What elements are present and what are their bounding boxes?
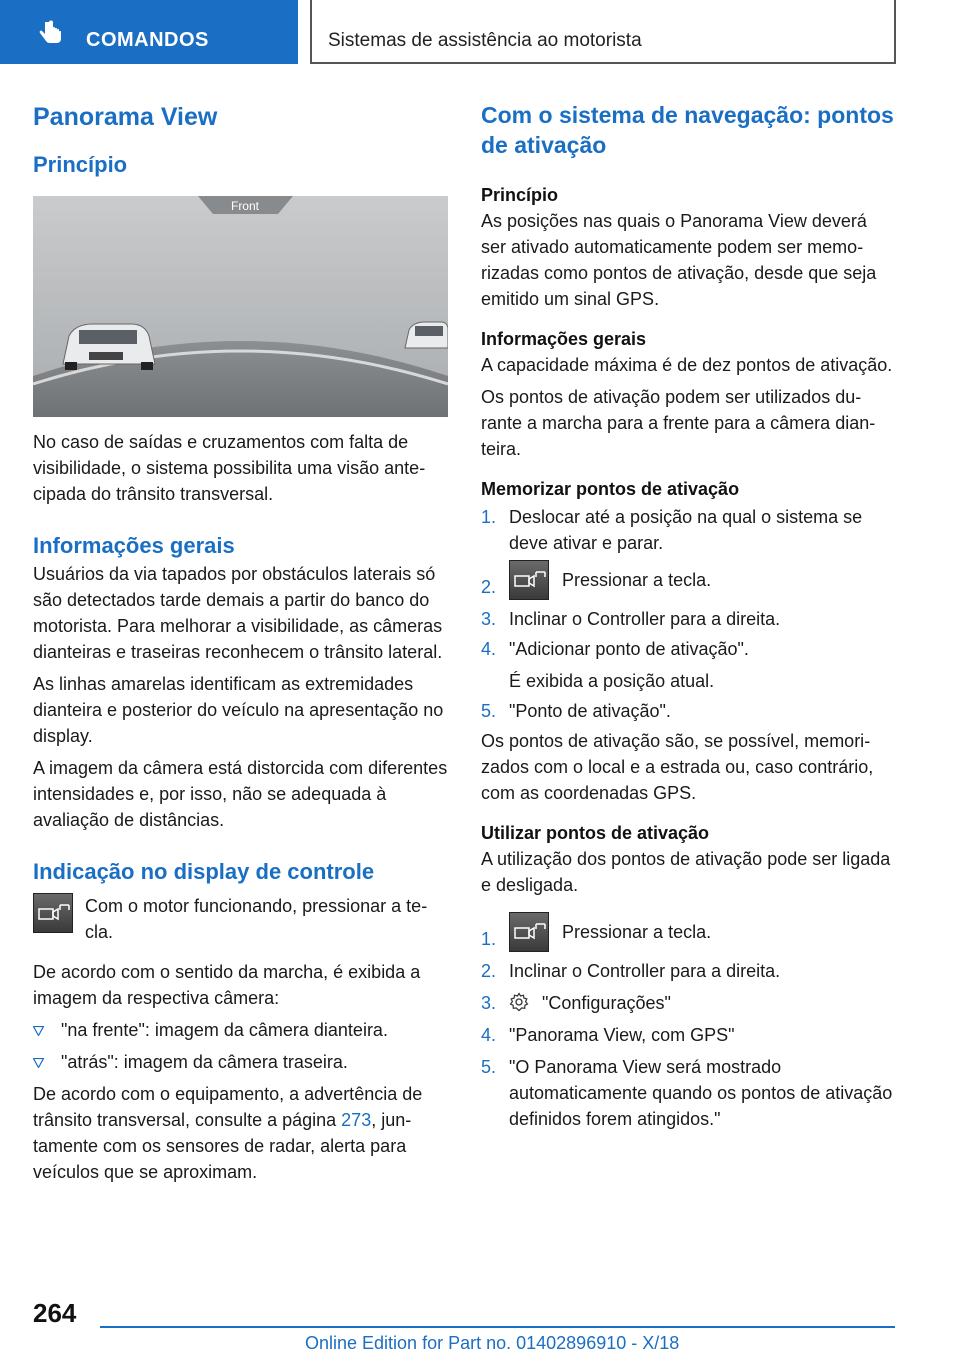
list-item: [33, 1049, 448, 1075]
list-item: [481, 636, 895, 694]
use-heading: Utilizar pontos de ativação: [481, 823, 710, 843]
step-number: 5.: [481, 1057, 497, 1077]
page-header: [0, 0, 960, 66]
nav-principle-heading: Princípio: [481, 185, 559, 205]
list-item: [481, 1022, 895, 1048]
camera-bullet-list: [33, 1017, 448, 1075]
display-text: Com o motor funcionando, pressionar a tecla.: [85, 896, 428, 942]
general-paragraph-2: As linhas amarelas identificam as extremidades dianteira e posterior do veículo na apresentação no display.: [33, 674, 444, 746]
step-number: 1.: [481, 507, 497, 527]
equipment-text-end: , juntamente com os sensores de radar, alerta para veículos que se aproximam.: [33, 1110, 412, 1182]
memorize-steps: [481, 504, 895, 724]
triangle-bullet-icon: [33, 1058, 44, 1068]
hand-pointer-icon: [36, 18, 66, 48]
step-text: "O Panorama View será mostrado automaticamente quando os pontos de ativação definidos forem atingidos.": [509, 1057, 893, 1129]
page-reference-link[interactable]: 273: [341, 1110, 372, 1130]
list-item: [481, 990, 895, 1016]
equipment-text: [33, 1081, 448, 1185]
front-label: Front: [230, 199, 260, 213]
use-steps: [481, 912, 895, 1132]
edition-text: Online Edition for Part no. 01402896910 - X/18: [305, 1333, 680, 1353]
list-item: [33, 1017, 448, 1043]
step-number: 2.: [481, 577, 497, 597]
step-text: "Ponto de ativação".: [509, 701, 671, 721]
principle-heading: Princípio: [33, 152, 128, 177]
direction-text: De acordo com o sentido da marcha, é exibida a imagem da respectiva câmera:: [33, 962, 421, 1008]
list-item: [481, 958, 895, 984]
nav-general-paragraph-2: Os pontos de ativação podem ser utilizados durante a marcha para a frente para a câmera dianteira.: [481, 387, 876, 459]
step-text: Deslocar até a posição na qual o sistema se deve ativar e parar.: [509, 507, 863, 553]
step-text: Inclinar o Controller para a direita.: [509, 609, 781, 629]
right-column: [481, 100, 895, 1132]
step-text: Inclinar o Controller para a direita.: [509, 961, 781, 981]
step-number: 3.: [481, 993, 497, 1013]
bullet-text: "na frente": imagem da câmera dianteira.: [61, 1020, 388, 1040]
left-car-figure: [63, 324, 155, 370]
step-text: Pressionar a tecla.: [562, 922, 712, 942]
navigation-heading: Com o sistema de navegação: pontos de ativação: [481, 102, 894, 158]
triangle-bullet-icon: [33, 1026, 44, 1036]
nav-general-heading: Informações gerais: [481, 329, 647, 349]
footer-divider: [100, 1326, 895, 1328]
use-text: A utilização dos pontos de ativação pode ser ligada e desligada.: [481, 849, 891, 895]
list-item: [481, 606, 895, 632]
nav-general-paragraph-1: A capacidade máxima é de dez pontos de ativação.: [481, 355, 893, 375]
principle-text: No caso de saídas e cruzamentos com falta de visibilidade, o sistema possibilita uma visão antecipada do trânsito transversal.: [33, 432, 426, 504]
step-number: 4.: [481, 639, 497, 659]
page-number: 264: [33, 1298, 77, 1328]
right-car-figure: [405, 322, 448, 348]
step-number: 1.: [481, 929, 497, 949]
camera-button-icon: [33, 893, 73, 933]
list-item: [481, 698, 895, 724]
panorama-camera-image: [33, 196, 448, 417]
gear-icon: [509, 992, 529, 1012]
list-item: [481, 560, 895, 602]
camera-button-icon: [509, 560, 549, 600]
list-item: [481, 504, 895, 556]
bullet-text: "atrás": imagem da câmera traseira.: [61, 1052, 348, 1072]
left-column: [33, 100, 448, 1185]
list-item: [481, 912, 895, 954]
step-number: 3.: [481, 609, 497, 629]
step-number: 4.: [481, 1025, 497, 1045]
chapter-tab: [0, 0, 298, 64]
camera-button-icon: [509, 912, 549, 952]
memorize-heading: Memorizar pontos de ativação: [481, 479, 740, 499]
step-number: 5.: [481, 701, 497, 721]
section-header: [310, 0, 896, 64]
nav-principle-text: As posições nas quais o Panorama View deverá ser ativado automaticamente podem ser memorizadas como pontos de ativação, desde que seja emitido um sinal GPS.: [481, 211, 877, 309]
step-text: "Configurações": [542, 993, 671, 1013]
display-instruction: [33, 893, 448, 945]
memorize-after-text: Os pontos de ativação são, se possível, memorizados com o local e a estrada ou, caso contrário, com as coordenadas GPS.: [481, 731, 874, 803]
general-heading: Informações gerais: [33, 533, 235, 558]
step-note: É exibida a posição atual.: [509, 671, 715, 691]
step-text: "Adicionar ponto de ativação".: [509, 639, 749, 659]
chapter-label: COMANDOS: [86, 29, 209, 51]
general-paragraph-1: Usuários da via tapados por obstáculos laterais só são detectados tarde demais a partir do banco do motorista. Para melhorar a visibilidade, as câmeras dianteiras e traseiras reconhecem o trânsito lateral.: [33, 564, 443, 662]
list-item: [481, 1054, 895, 1132]
page-title: Panorama View: [33, 103, 218, 131]
section-title: Sistemas de assistência ao motorista: [328, 30, 642, 51]
equipment-text-start: De acordo com o equipamento, a advertência de trânsito transversal, consulte a página: [33, 1084, 423, 1130]
general-paragraph-3: A imagem da câmera está distorcida com diferentes intensidades e, por isso, não se adequada à avaliação de distâncias.: [33, 758, 448, 830]
step-number: 2.: [481, 961, 497, 981]
display-heading: Indicação no display de controle: [33, 859, 375, 884]
step-text: "Panorama View, com GPS": [509, 1025, 735, 1045]
step-text: Pressionar a tecla.: [562, 570, 712, 590]
